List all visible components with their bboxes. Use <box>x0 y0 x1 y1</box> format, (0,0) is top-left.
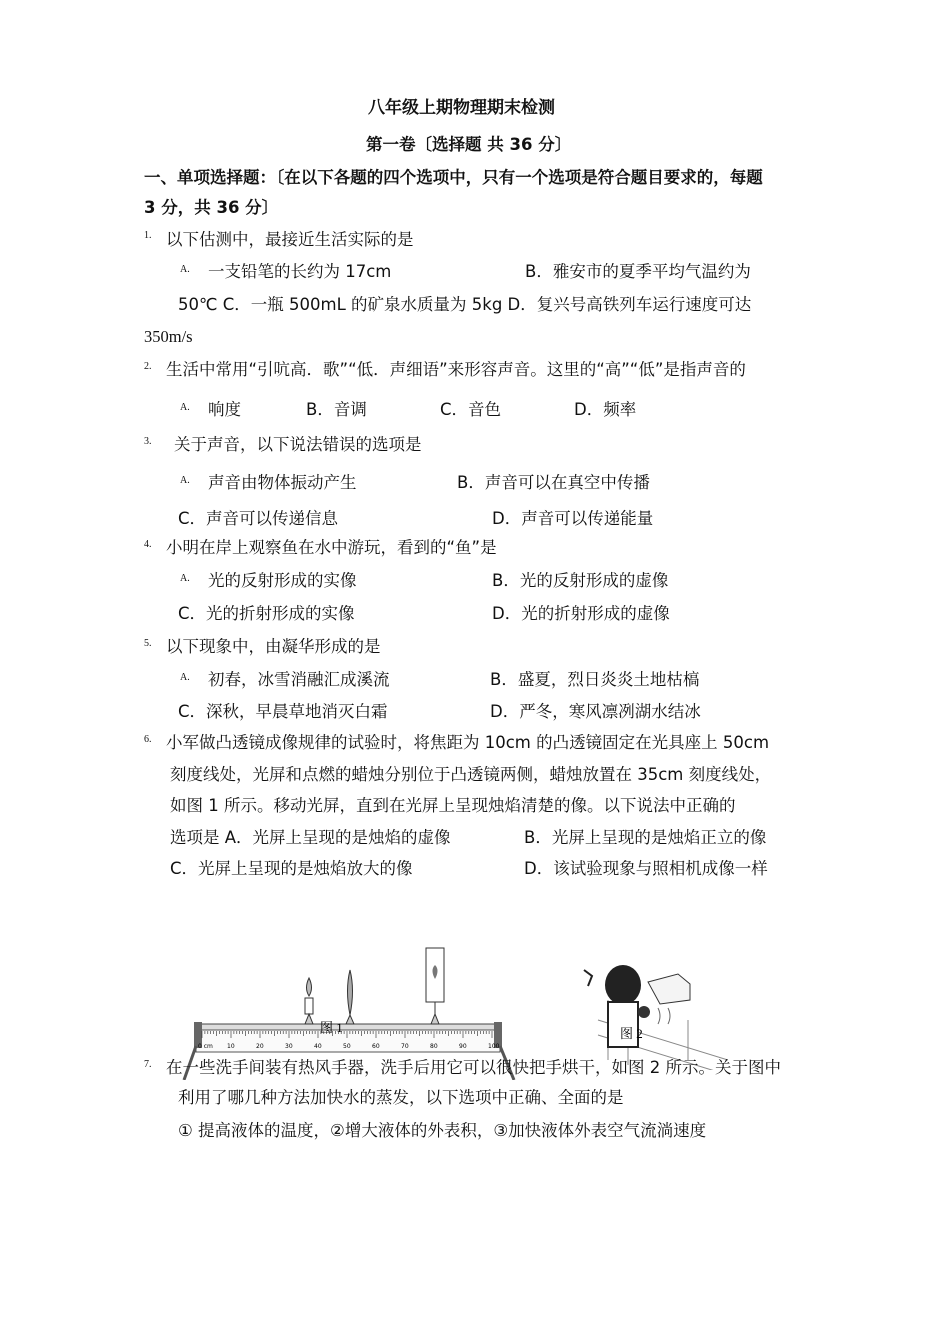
ruler-tick-label: 0 cm <box>198 1043 213 1050</box>
q6-option-b: B．光屏上呈现的是烛焰正立的像 <box>524 828 767 847</box>
q1-option-b: B．雅安市的夏季平均气温约为 <box>525 262 751 281</box>
q3-a-label: A. <box>180 475 190 486</box>
ruler-tick-label: 60 <box>372 1043 380 1050</box>
q6-line: 小军做凸透镜成像规律的试验时，将焦距为 10cm 的凸透镜固定在光具座上 50cm <box>166 733 770 752</box>
q3-number: 3. <box>144 436 152 447</box>
q7-number: 7. <box>144 1059 152 1070</box>
q1-option-a: 一支铅笔的长约为 17cm <box>208 262 392 281</box>
q7-line: 利用了哪几种方法加快水的蒸发，以下选项中正确、全面的是 <box>178 1088 624 1107</box>
q4-option-c: C．光的折射形成的实像 <box>178 604 355 623</box>
q4-option-d: D．光的折射形成的虚像 <box>492 604 670 623</box>
q2-stem: 生活中常用“引吭高．歌”“低．声细语”来形容声音。这里的“高”“低”是指声音的 <box>166 360 746 379</box>
q3-option-a: 声音由物体振动产生 <box>208 473 357 492</box>
figure-1-label: 图 1 <box>320 1020 343 1035</box>
figure-2-hand-dryer <box>578 960 728 1070</box>
q1-number: 1. <box>144 230 152 241</box>
q6-number: 6. <box>144 734 152 745</box>
q3-option-c: C．声音可以传递信息 <box>178 509 339 528</box>
ruler-tick-label: 80 <box>430 1043 438 1050</box>
q5-option-a: 初春，冰雪消融汇成溪流 <box>208 670 390 689</box>
subtitle: 第一卷〔选择题 共 36 分〕 <box>366 135 572 154</box>
q2-option-b: B．音调 <box>306 400 367 419</box>
q6-option-d: D．该试验现象与照相机成像一样 <box>524 859 768 878</box>
q1-options-line3: 350m/s <box>144 327 193 346</box>
q3-option-b: B．声音可以在真空中传播 <box>457 473 650 492</box>
q1-a-label: A. <box>180 264 190 275</box>
ruler-tick-label: 50 <box>343 1043 351 1050</box>
q6-line: 如图 1 所示。移动光屏，直到在光屏上呈现烛焰清楚的像。以下说法中正确的 <box>170 796 736 815</box>
ruler-tick-label: 90 <box>459 1043 467 1050</box>
q7-line: 在一些洗手间装有热风手器，洗手后用它可以很快把手烘干，如图 2 所示。关于图中 <box>166 1058 781 1077</box>
page-title: 八年级上期物理期末检测 <box>368 98 555 118</box>
figure-2-label: 图 2 <box>620 1026 643 1041</box>
q4-a-label: A. <box>180 573 190 584</box>
q5-number: 5. <box>144 638 152 649</box>
q4-number: 4. <box>144 539 152 550</box>
q4-option-b: B．光的反射形成的虚像 <box>492 571 669 590</box>
ruler-tick-label: 40 <box>314 1043 322 1050</box>
q4-stem: 小明在岸上观察鱼在水中游玩，看到的“鱼”是 <box>166 538 497 557</box>
q1-options-line2: 50℃ C．一瓶 500mL 的矿泉水质量为 5kg D．复兴号高铁列车运行速度可达 <box>178 295 752 314</box>
section-heading-cont: 3 分，共 36 分〕 <box>144 198 279 217</box>
q6-line: 刻度线处，光屏和点燃的蜡烛分别位于凸透镜两侧，蜡烛放置在 35cm 刻度线处， <box>170 765 772 784</box>
q4-option-a: 光的反射形成的实像 <box>208 571 357 590</box>
q1-stem: 以下估测中，最接近生活实际的是 <box>166 230 414 249</box>
q2-option-d: D．频率 <box>574 400 637 419</box>
q2-a-label: A. <box>180 402 190 413</box>
q5-stem: 以下现象中，由凝华形成的是 <box>166 637 381 656</box>
q3-stem: 关于声音，以下说法错误的选项是 <box>174 435 422 454</box>
q2-number: 2. <box>144 361 152 372</box>
q3-option-d: D．声音可以传递能量 <box>492 509 654 528</box>
ruler-tick-label: 30 <box>285 1043 293 1050</box>
q5-option-b: B．盛夏，烈日炎炎土地枯槁 <box>490 670 700 689</box>
q5-option-c: C．深秋，早晨草地消灭白霜 <box>178 702 388 721</box>
ruler-tick-label: 10 <box>227 1043 235 1050</box>
q6-option-a: 选项是 A．光屏上呈现的是烛焰的虚像 <box>170 828 451 847</box>
ruler-tick-label: 20 <box>256 1043 264 1050</box>
section-heading: 一、单项选择题：〔在以下各题的四个选项中，只有一个选项是符合题目要求的，每题 <box>144 168 763 187</box>
q6-option-c: C．光屏上呈现的是烛焰放大的像 <box>170 859 413 878</box>
q7-line: ① 提高液体的温度，②增大液体的外表积，③加快液体外表空气流淌速度 <box>178 1121 707 1140</box>
q5-a-label: A. <box>180 672 190 683</box>
ruler-tick-label: 70 <box>401 1043 409 1050</box>
q2-option-a: 响度 <box>208 400 241 419</box>
ruler-tick-label: 100 <box>488 1043 500 1050</box>
q2-option-c: C．音色 <box>440 400 502 419</box>
q5-option-d: D．严冬，寒风凛冽湖水结冰 <box>490 702 701 721</box>
